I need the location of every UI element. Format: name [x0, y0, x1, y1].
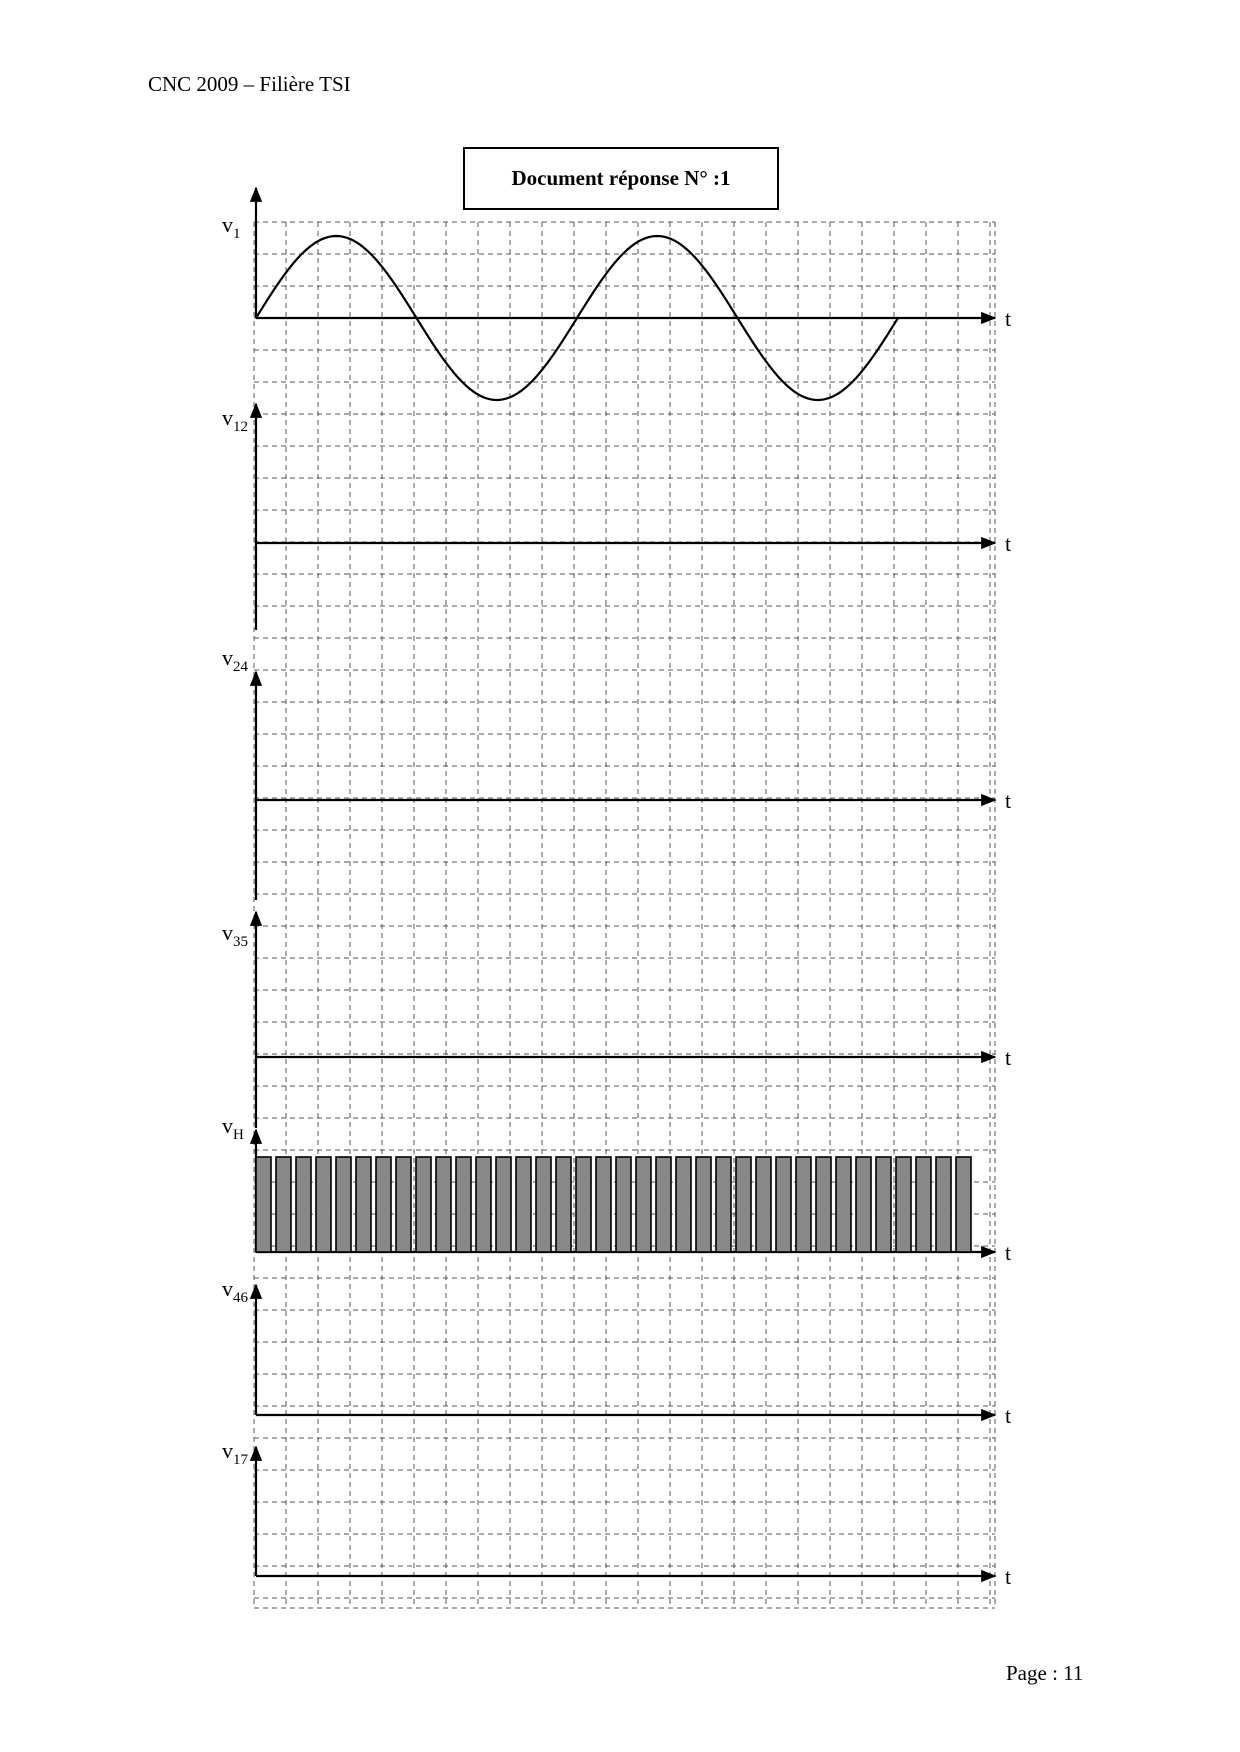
- trace-vh-pulse: [756, 1157, 771, 1252]
- trace-vh-pulse: [716, 1157, 731, 1252]
- trace-vh-pulse: [776, 1157, 791, 1252]
- trace-vh-pulse: [956, 1157, 971, 1252]
- trace-vh-time-label: t: [1005, 1240, 1012, 1265]
- trace-v35-time-label: t: [1005, 1045, 1012, 1070]
- trace-vh-pulse: [576, 1157, 591, 1252]
- trace-v24-time-label: t: [1005, 788, 1012, 813]
- page-number: Page : 11: [1006, 1661, 1084, 1685]
- trace-v17-label: $v_{17}$: [222, 1438, 248, 1468]
- trace-vh-pulse: [456, 1157, 471, 1252]
- trace-vh-pulse: [736, 1157, 751, 1252]
- trace-vh-pulse: [416, 1157, 431, 1252]
- trace-vh-pulse: [916, 1157, 931, 1252]
- trace-vh-pulse: [356, 1157, 371, 1252]
- trace-vh-pulse: [596, 1157, 611, 1252]
- trace-vh-pulse: [636, 1157, 651, 1252]
- trace-vh-pulse: [476, 1157, 491, 1252]
- trace-vh-pulse: [436, 1157, 451, 1252]
- trace-vh-pulse: [496, 1157, 511, 1252]
- trace-v12-label: $v_{12}$: [222, 405, 248, 435]
- trace-vh-pulse: [656, 1157, 671, 1252]
- trace-vh-pulse: [856, 1157, 871, 1252]
- trace-vh-pulse: [296, 1157, 311, 1252]
- trace-vh-pulse: [556, 1157, 571, 1252]
- trace-vh-pulse: [796, 1157, 811, 1252]
- trace-v46-time-label: t: [1005, 1403, 1012, 1428]
- trace-v35-label: $v_{35}$: [222, 920, 248, 950]
- trace-v1-label: $v_1$: [222, 212, 241, 242]
- trace-vh-pulse: [896, 1157, 911, 1252]
- trace-v46-label: $v_{46}$: [222, 1276, 248, 1306]
- trace-v1-time-label: t: [1005, 306, 1012, 331]
- document-title: Document réponse N° :1: [463, 147, 779, 210]
- trace-vh-pulse: [536, 1157, 551, 1252]
- trace-vh-pulse: [316, 1157, 331, 1252]
- trace-v24-label: $v_{24}$: [222, 645, 248, 675]
- trace-v17-time-label: t: [1005, 1564, 1012, 1589]
- trace-vh-pulse: [936, 1157, 951, 1252]
- trace-vh-pulse: [836, 1157, 851, 1252]
- page-header: CNC 2009 – Filière TSI: [148, 72, 351, 96]
- trace-vh-pulse: [376, 1157, 391, 1252]
- trace-vh-pulse: [516, 1157, 531, 1252]
- trace-v12-time-label: t: [1005, 531, 1012, 556]
- trace-vh-label: $v_H$: [222, 1113, 244, 1143]
- trace-vh-pulse: [396, 1157, 411, 1252]
- trace-vh-pulse: [616, 1157, 631, 1252]
- trace-vh-pulse: [336, 1157, 351, 1252]
- trace-vh-pulse: [696, 1157, 711, 1252]
- trace-vh-pulse: [256, 1157, 271, 1252]
- trace-vh-pulse: [276, 1157, 291, 1252]
- trace-vh-pulse: [876, 1157, 891, 1252]
- trace-vh-pulse: [676, 1157, 691, 1252]
- trace-vh-pulse: [816, 1157, 831, 1252]
